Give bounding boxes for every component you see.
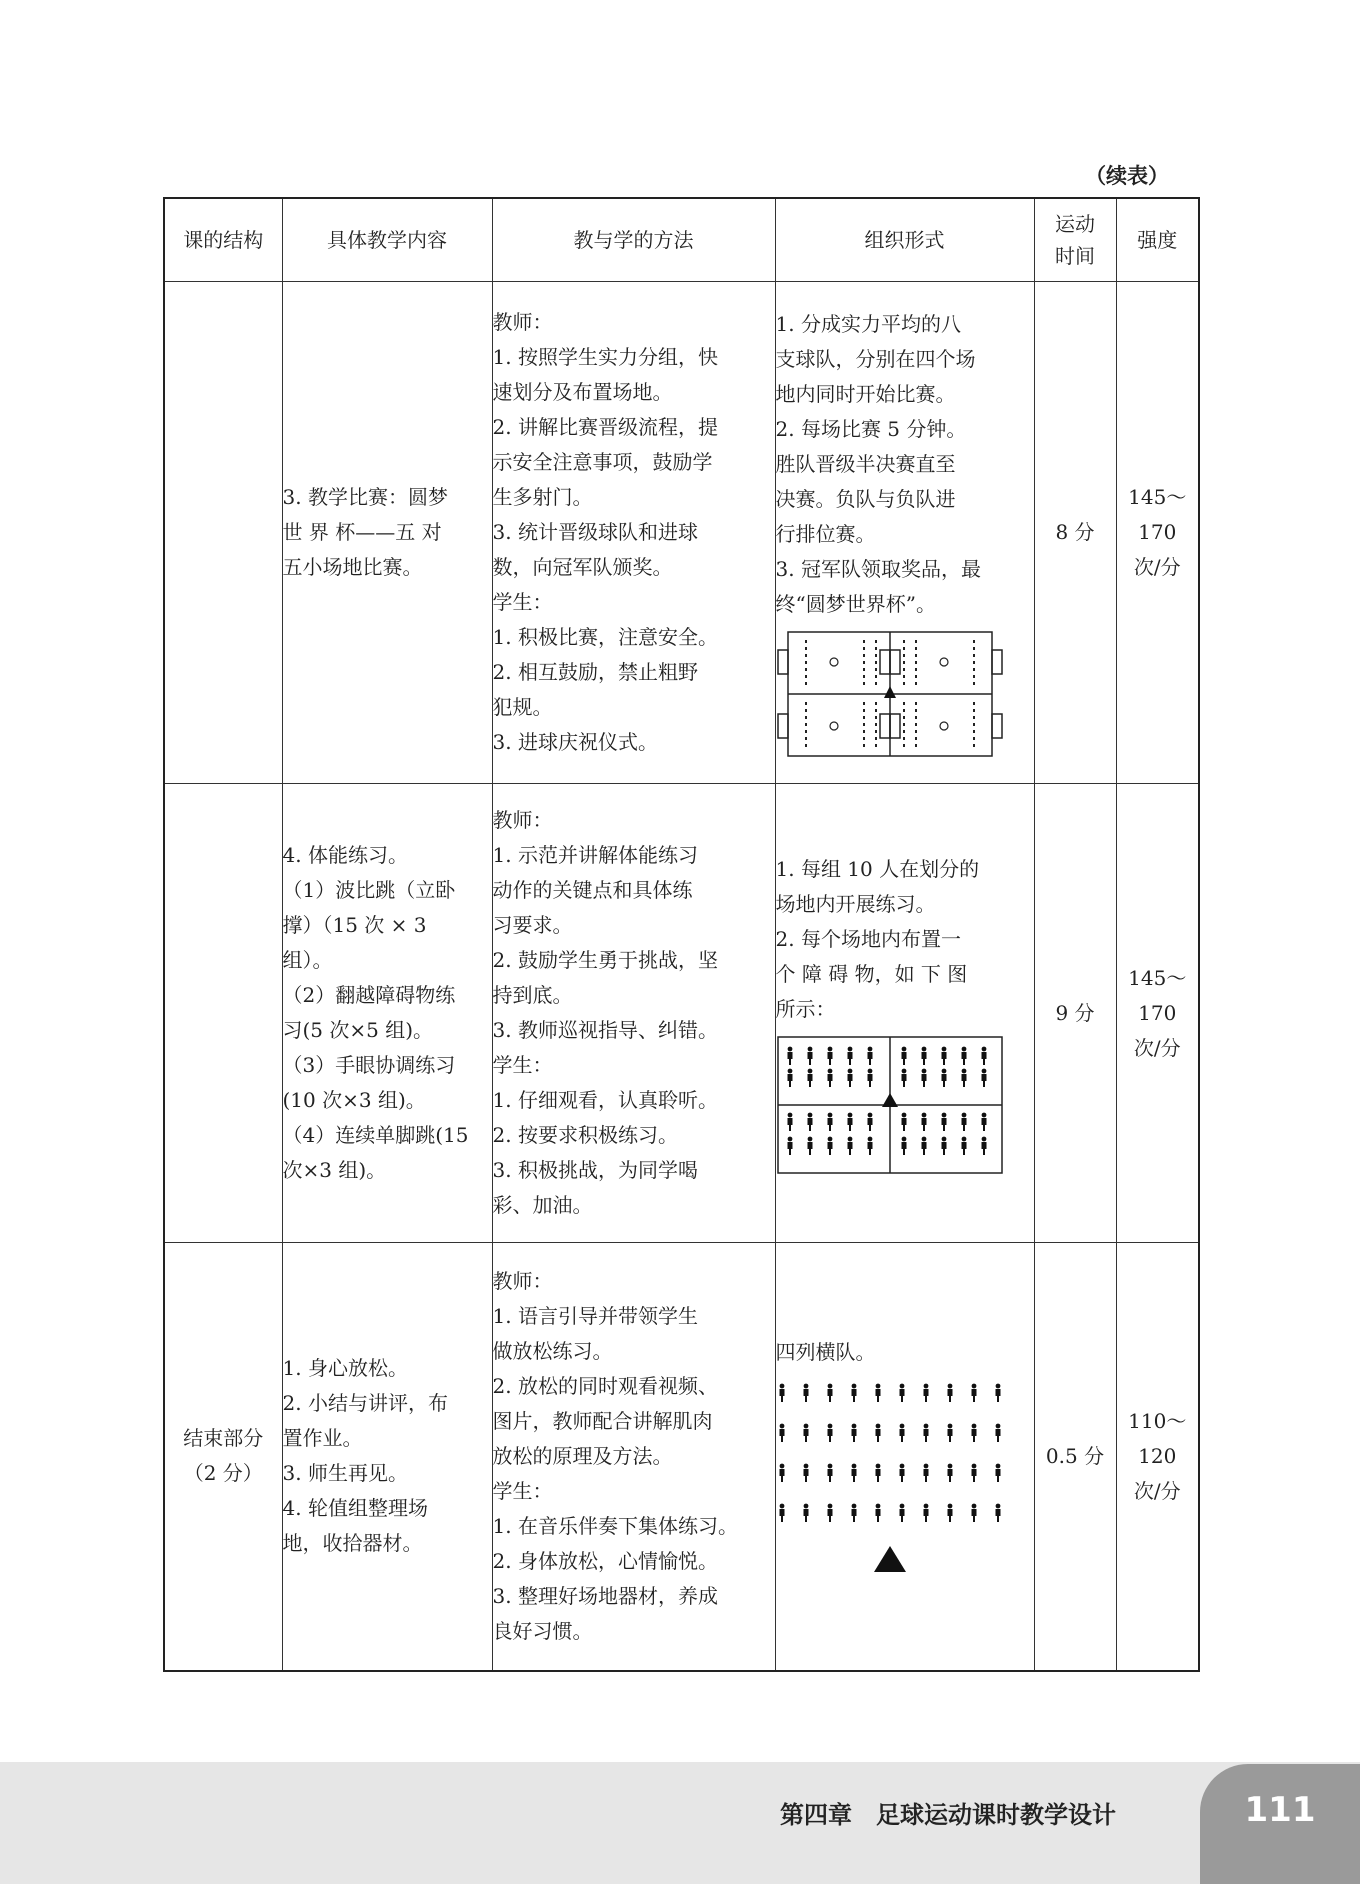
header-time-line2: 时间 bbox=[1055, 244, 1095, 268]
obstacle-grid-diagram bbox=[776, 1035, 1004, 1175]
player-figure-icon bbox=[779, 1463, 784, 1481]
player-figure-icon bbox=[867, 1068, 872, 1086]
player-figure-icon bbox=[827, 1383, 832, 1401]
player-figure-icon bbox=[847, 1136, 852, 1154]
method-line: 1. 按照学生实力分组，快 bbox=[492, 345, 718, 369]
intensity-cell bbox=[1116, 282, 1199, 784]
method-line: 3. 整理好场地器材，养成 bbox=[492, 1583, 718, 1608]
method-line: 彩、加油。 bbox=[492, 1193, 593, 1217]
player-figure-icon bbox=[787, 1112, 792, 1130]
four-pitch-diagram bbox=[776, 630, 1004, 758]
content-line: 世 界 杯——五 对 bbox=[282, 520, 442, 544]
content-cell bbox=[282, 1243, 492, 1671]
content-line: 3. 师生再见。 bbox=[282, 1461, 408, 1486]
player-figure-icon bbox=[807, 1046, 812, 1064]
player-figure-icon bbox=[851, 1503, 856, 1521]
content-line: 4. 轮值组整理场 bbox=[282, 1496, 428, 1521]
player-figure-icon bbox=[779, 1503, 784, 1521]
structure-cell bbox=[164, 1243, 282, 1671]
four-rows-formation-diagram bbox=[776, 1378, 1004, 1578]
player-figure-icon bbox=[995, 1463, 1000, 1481]
player-figure-icon bbox=[947, 1503, 952, 1521]
player-figure-icon bbox=[947, 1383, 952, 1401]
intensity-line: 145～ bbox=[1128, 965, 1187, 990]
content-line: 五小场地比赛。 bbox=[282, 555, 423, 579]
player-figure-icon bbox=[901, 1136, 906, 1154]
content-line: 置作业。 bbox=[282, 1426, 363, 1451]
player-figure-icon bbox=[981, 1046, 986, 1064]
player-figure-icon bbox=[941, 1112, 946, 1130]
structure-line: 结束部分 bbox=[183, 1426, 264, 1451]
player-figure-icon bbox=[921, 1112, 926, 1130]
method-cell bbox=[492, 1243, 775, 1671]
organization-line: 行排位赛。 bbox=[775, 522, 876, 546]
player-figure-icon bbox=[899, 1423, 904, 1441]
player-figure-icon bbox=[827, 1423, 832, 1441]
organization-line: 支球队，分别在四个场 bbox=[775, 347, 976, 371]
organization-line: 2. 每场比赛 5 分钟。 bbox=[775, 417, 967, 441]
organization-line: 1. 分成实力平均的八 bbox=[775, 312, 961, 336]
method-line: 2. 鼓励学生勇于挑战，坚 bbox=[492, 948, 718, 972]
header-content: 具体教学内容 bbox=[282, 198, 492, 282]
content-line: （1）波比跳（立卧 bbox=[282, 878, 456, 902]
player-figure-icon bbox=[899, 1383, 904, 1401]
organization-line: 个 障 碍 物，如 下 图 bbox=[775, 961, 968, 986]
player-figure-icon bbox=[847, 1068, 852, 1086]
time-cell: 0.5 分 bbox=[1034, 1243, 1116, 1671]
organization-line: 场地内开展练习。 bbox=[775, 891, 936, 916]
time-cell: 8 分 bbox=[1034, 282, 1116, 784]
player-figure-icon bbox=[851, 1383, 856, 1401]
player-figure-icon bbox=[787, 1046, 792, 1064]
player-figure-icon bbox=[847, 1046, 852, 1064]
player-figure-icon bbox=[803, 1463, 808, 1481]
player-figure-icon bbox=[995, 1423, 1000, 1441]
table-row bbox=[164, 1243, 1199, 1671]
player-figure-icon bbox=[901, 1112, 906, 1130]
content-line: 次×3 组)。 bbox=[282, 1158, 387, 1182]
method-line: 1. 积极比赛，注意安全。 bbox=[492, 625, 718, 649]
player-figure-icon bbox=[827, 1503, 832, 1521]
content-line: （2）翻越障碍物练 bbox=[282, 983, 456, 1007]
time-cell: 9 分 bbox=[1034, 784, 1116, 1243]
structure-cell bbox=[164, 784, 282, 1243]
organization-line: 四列横队。 bbox=[775, 1339, 876, 1364]
method-line: 2. 按要求积极练习。 bbox=[492, 1123, 678, 1147]
header-method: 教与学的方法 bbox=[492, 198, 775, 282]
player-figure-icon bbox=[947, 1463, 952, 1481]
header-time bbox=[1034, 198, 1116, 282]
player-figure-icon bbox=[827, 1136, 832, 1154]
organization-line: 所示： bbox=[775, 996, 836, 1021]
intensity-line: 次/分 bbox=[1133, 1478, 1181, 1503]
organization-cell bbox=[775, 1243, 1034, 1671]
chapter-title: 第四章 足球运动课时教学设计 bbox=[780, 1801, 1116, 1829]
player-figure-icon bbox=[923, 1503, 928, 1521]
player-figure-icon bbox=[971, 1463, 976, 1481]
method-line: 2. 相互鼓励，禁止粗野 bbox=[492, 660, 698, 684]
content-line: 1. 身心放松。 bbox=[282, 1356, 408, 1381]
player-figure-icon bbox=[851, 1463, 856, 1481]
player-figure-icon bbox=[875, 1383, 880, 1401]
intensity-line: 145～ bbox=[1128, 485, 1187, 509]
method-line: 1. 仔细观看，认真聆听。 bbox=[492, 1088, 718, 1112]
method-line: 1. 在音乐伴奏下集体练习。 bbox=[492, 1513, 738, 1538]
player-figure-icon bbox=[875, 1503, 880, 1521]
header-time-line1: 运动 bbox=[1055, 212, 1095, 236]
player-figure-icon bbox=[867, 1136, 872, 1154]
player-figure-icon bbox=[961, 1136, 966, 1154]
organization-line: 1. 每组 10 人在划分的 bbox=[775, 856, 980, 881]
content-line: 撑）（15 次 × 3 bbox=[282, 913, 427, 937]
intensity-line: 110～ bbox=[1128, 1408, 1187, 1433]
method-line: 速划分及布置场地。 bbox=[492, 380, 673, 404]
method-line: 放松的原理及方法。 bbox=[492, 1443, 673, 1468]
content-line: (10 次×3 组)。 bbox=[282, 1088, 426, 1112]
method-line: 持到底。 bbox=[492, 983, 573, 1007]
player-figure-icon bbox=[981, 1068, 986, 1086]
method-line: 2. 放松的同时观看视频、 bbox=[492, 1373, 718, 1398]
player-figure-icon bbox=[803, 1503, 808, 1521]
player-figure-icon bbox=[961, 1068, 966, 1086]
player-figure-icon bbox=[941, 1136, 946, 1154]
method-line: 动作的关键点和具体练 bbox=[492, 878, 693, 902]
table-row bbox=[164, 784, 1199, 1243]
player-figure-icon bbox=[803, 1423, 808, 1441]
content-line: 4. 体能练习。 bbox=[282, 843, 408, 867]
player-figure-icon bbox=[923, 1423, 928, 1441]
method-line: 犯规。 bbox=[492, 695, 553, 719]
player-figure-icon bbox=[995, 1503, 1000, 1521]
player-figure-icon bbox=[921, 1046, 926, 1064]
method-line: 图片，教师配合讲解肌肉 bbox=[492, 1408, 713, 1433]
method-line: 学生： bbox=[492, 1053, 553, 1077]
content-cell bbox=[282, 784, 492, 1243]
content-line: 习(5 次×5 组)。 bbox=[282, 1018, 434, 1042]
organization-line: 终“圆梦世界杯”。 bbox=[775, 592, 936, 616]
page-number: 111 bbox=[1244, 1790, 1316, 1830]
organization-cell bbox=[775, 282, 1034, 784]
player-figure-icon bbox=[807, 1136, 812, 1154]
table-row bbox=[164, 282, 1199, 784]
method-line: 生多射门。 bbox=[492, 485, 593, 509]
player-figure-icon bbox=[923, 1463, 928, 1481]
player-figure-icon bbox=[961, 1112, 966, 1130]
intensity-line: 170 bbox=[1138, 1000, 1177, 1025]
method-line: 数，向冠军队颁奖。 bbox=[492, 555, 673, 579]
content-line: 3. 教学比赛：圆梦 bbox=[282, 485, 448, 509]
method-line: 3. 积极挑战，为同学喝 bbox=[492, 1158, 698, 1182]
player-figure-icon bbox=[847, 1112, 852, 1130]
method-line: 习要求。 bbox=[492, 913, 573, 937]
method-line: 教师： bbox=[492, 808, 553, 832]
method-cell bbox=[492, 784, 775, 1243]
method-line: 3. 教师巡视指导、纠错。 bbox=[492, 1018, 718, 1042]
method-line: 3. 进球庆祝仪式。 bbox=[492, 730, 658, 754]
intensity-line: 次/分 bbox=[1133, 1035, 1181, 1060]
method-line: 2. 讲解比赛晋级流程，提 bbox=[492, 415, 718, 439]
content-line: 地，收拾器材。 bbox=[282, 1531, 423, 1556]
structure-cell bbox=[164, 282, 282, 784]
player-figure-icon bbox=[827, 1068, 832, 1086]
player-figure-icon bbox=[827, 1112, 832, 1130]
intensity-line: 次/分 bbox=[1133, 555, 1181, 579]
content-line: （4）连续单脚跳(15 bbox=[282, 1123, 469, 1147]
player-figure-icon bbox=[901, 1068, 906, 1086]
method-line: 教师： bbox=[492, 1268, 553, 1293]
method-line: 学生： bbox=[492, 590, 553, 614]
method-line: 2. 身体放松，心情愉悦。 bbox=[492, 1548, 718, 1573]
player-figure-icon bbox=[923, 1383, 928, 1401]
player-figure-icon bbox=[875, 1423, 880, 1441]
player-figure-icon bbox=[995, 1383, 1000, 1401]
intensity-line: 170 bbox=[1138, 520, 1177, 544]
header-row bbox=[164, 198, 1199, 282]
method-cell bbox=[492, 282, 775, 784]
header-structure: 课的结构 bbox=[164, 198, 282, 282]
organization-line: 决赛。负队与负队进 bbox=[775, 487, 956, 511]
intensity-cell bbox=[1116, 784, 1199, 1243]
method-line: 1. 语言引导并带领学生 bbox=[492, 1303, 698, 1328]
intensity-cell bbox=[1116, 1243, 1199, 1671]
player-figure-icon bbox=[851, 1423, 856, 1441]
player-figure-icon bbox=[961, 1046, 966, 1064]
content-line: 组）。 bbox=[282, 948, 333, 972]
player-figure-icon bbox=[921, 1136, 926, 1154]
organization-line: 地内同时开始比赛。 bbox=[775, 382, 956, 406]
player-figure-icon bbox=[947, 1423, 952, 1441]
player-figure-icon bbox=[981, 1112, 986, 1130]
content-line: （3）手眼协调练习 bbox=[282, 1053, 456, 1077]
player-figure-icon bbox=[827, 1046, 832, 1064]
continued-label: （续表） bbox=[1085, 164, 1169, 188]
organization-line: 胜队晋级半决赛直至 bbox=[775, 452, 956, 476]
organization-line: 2. 每个场地内布置一 bbox=[775, 926, 961, 951]
lesson-plan-table bbox=[163, 197, 1200, 1672]
organization-line: 3. 冠军队领取奖品，最 bbox=[775, 557, 981, 581]
structure-line: （2 分） bbox=[183, 1461, 263, 1486]
player-figure-icon bbox=[941, 1068, 946, 1086]
player-figure-icon bbox=[971, 1423, 976, 1441]
player-figure-icon bbox=[899, 1503, 904, 1521]
method-line: 良好习惯。 bbox=[492, 1618, 593, 1643]
content-line: 2. 小结与讲评，布 bbox=[282, 1391, 448, 1416]
player-figure-icon bbox=[941, 1046, 946, 1064]
method-line: 示安全注意事项，鼓励学 bbox=[492, 450, 713, 474]
player-figure-icon bbox=[867, 1046, 872, 1064]
method-line: 做放松练习。 bbox=[492, 1338, 613, 1363]
player-figure-icon bbox=[875, 1463, 880, 1481]
player-figure-icon bbox=[787, 1068, 792, 1086]
player-figure-icon bbox=[827, 1463, 832, 1481]
player-figure-icon bbox=[779, 1423, 784, 1441]
method-line: 教师： bbox=[492, 310, 553, 334]
method-line: 学生： bbox=[492, 1478, 553, 1503]
content-cell bbox=[282, 282, 492, 784]
player-figure-icon bbox=[807, 1068, 812, 1086]
player-figure-icon bbox=[787, 1136, 792, 1154]
player-figure-icon bbox=[981, 1136, 986, 1154]
player-figure-icon bbox=[971, 1503, 976, 1521]
method-line: 1. 示范并讲解体能练习 bbox=[492, 843, 698, 867]
method-line: 3. 统计晋级球队和进球 bbox=[492, 520, 698, 544]
player-figure-icon bbox=[779, 1383, 784, 1401]
intensity-line: 120 bbox=[1138, 1443, 1177, 1468]
player-figure-icon bbox=[921, 1068, 926, 1086]
player-figure-icon bbox=[807, 1112, 812, 1130]
player-figure-icon bbox=[971, 1383, 976, 1401]
footer-band bbox=[0, 1762, 1360, 1884]
player-figure-icon bbox=[901, 1046, 906, 1064]
header-organization: 组织形式 bbox=[775, 198, 1034, 282]
player-figure-icon bbox=[803, 1383, 808, 1401]
player-figure-icon bbox=[867, 1112, 872, 1130]
player-figure-icon bbox=[899, 1463, 904, 1481]
header-intensity: 强度 bbox=[1116, 198, 1199, 282]
organization-cell bbox=[775, 784, 1034, 1243]
